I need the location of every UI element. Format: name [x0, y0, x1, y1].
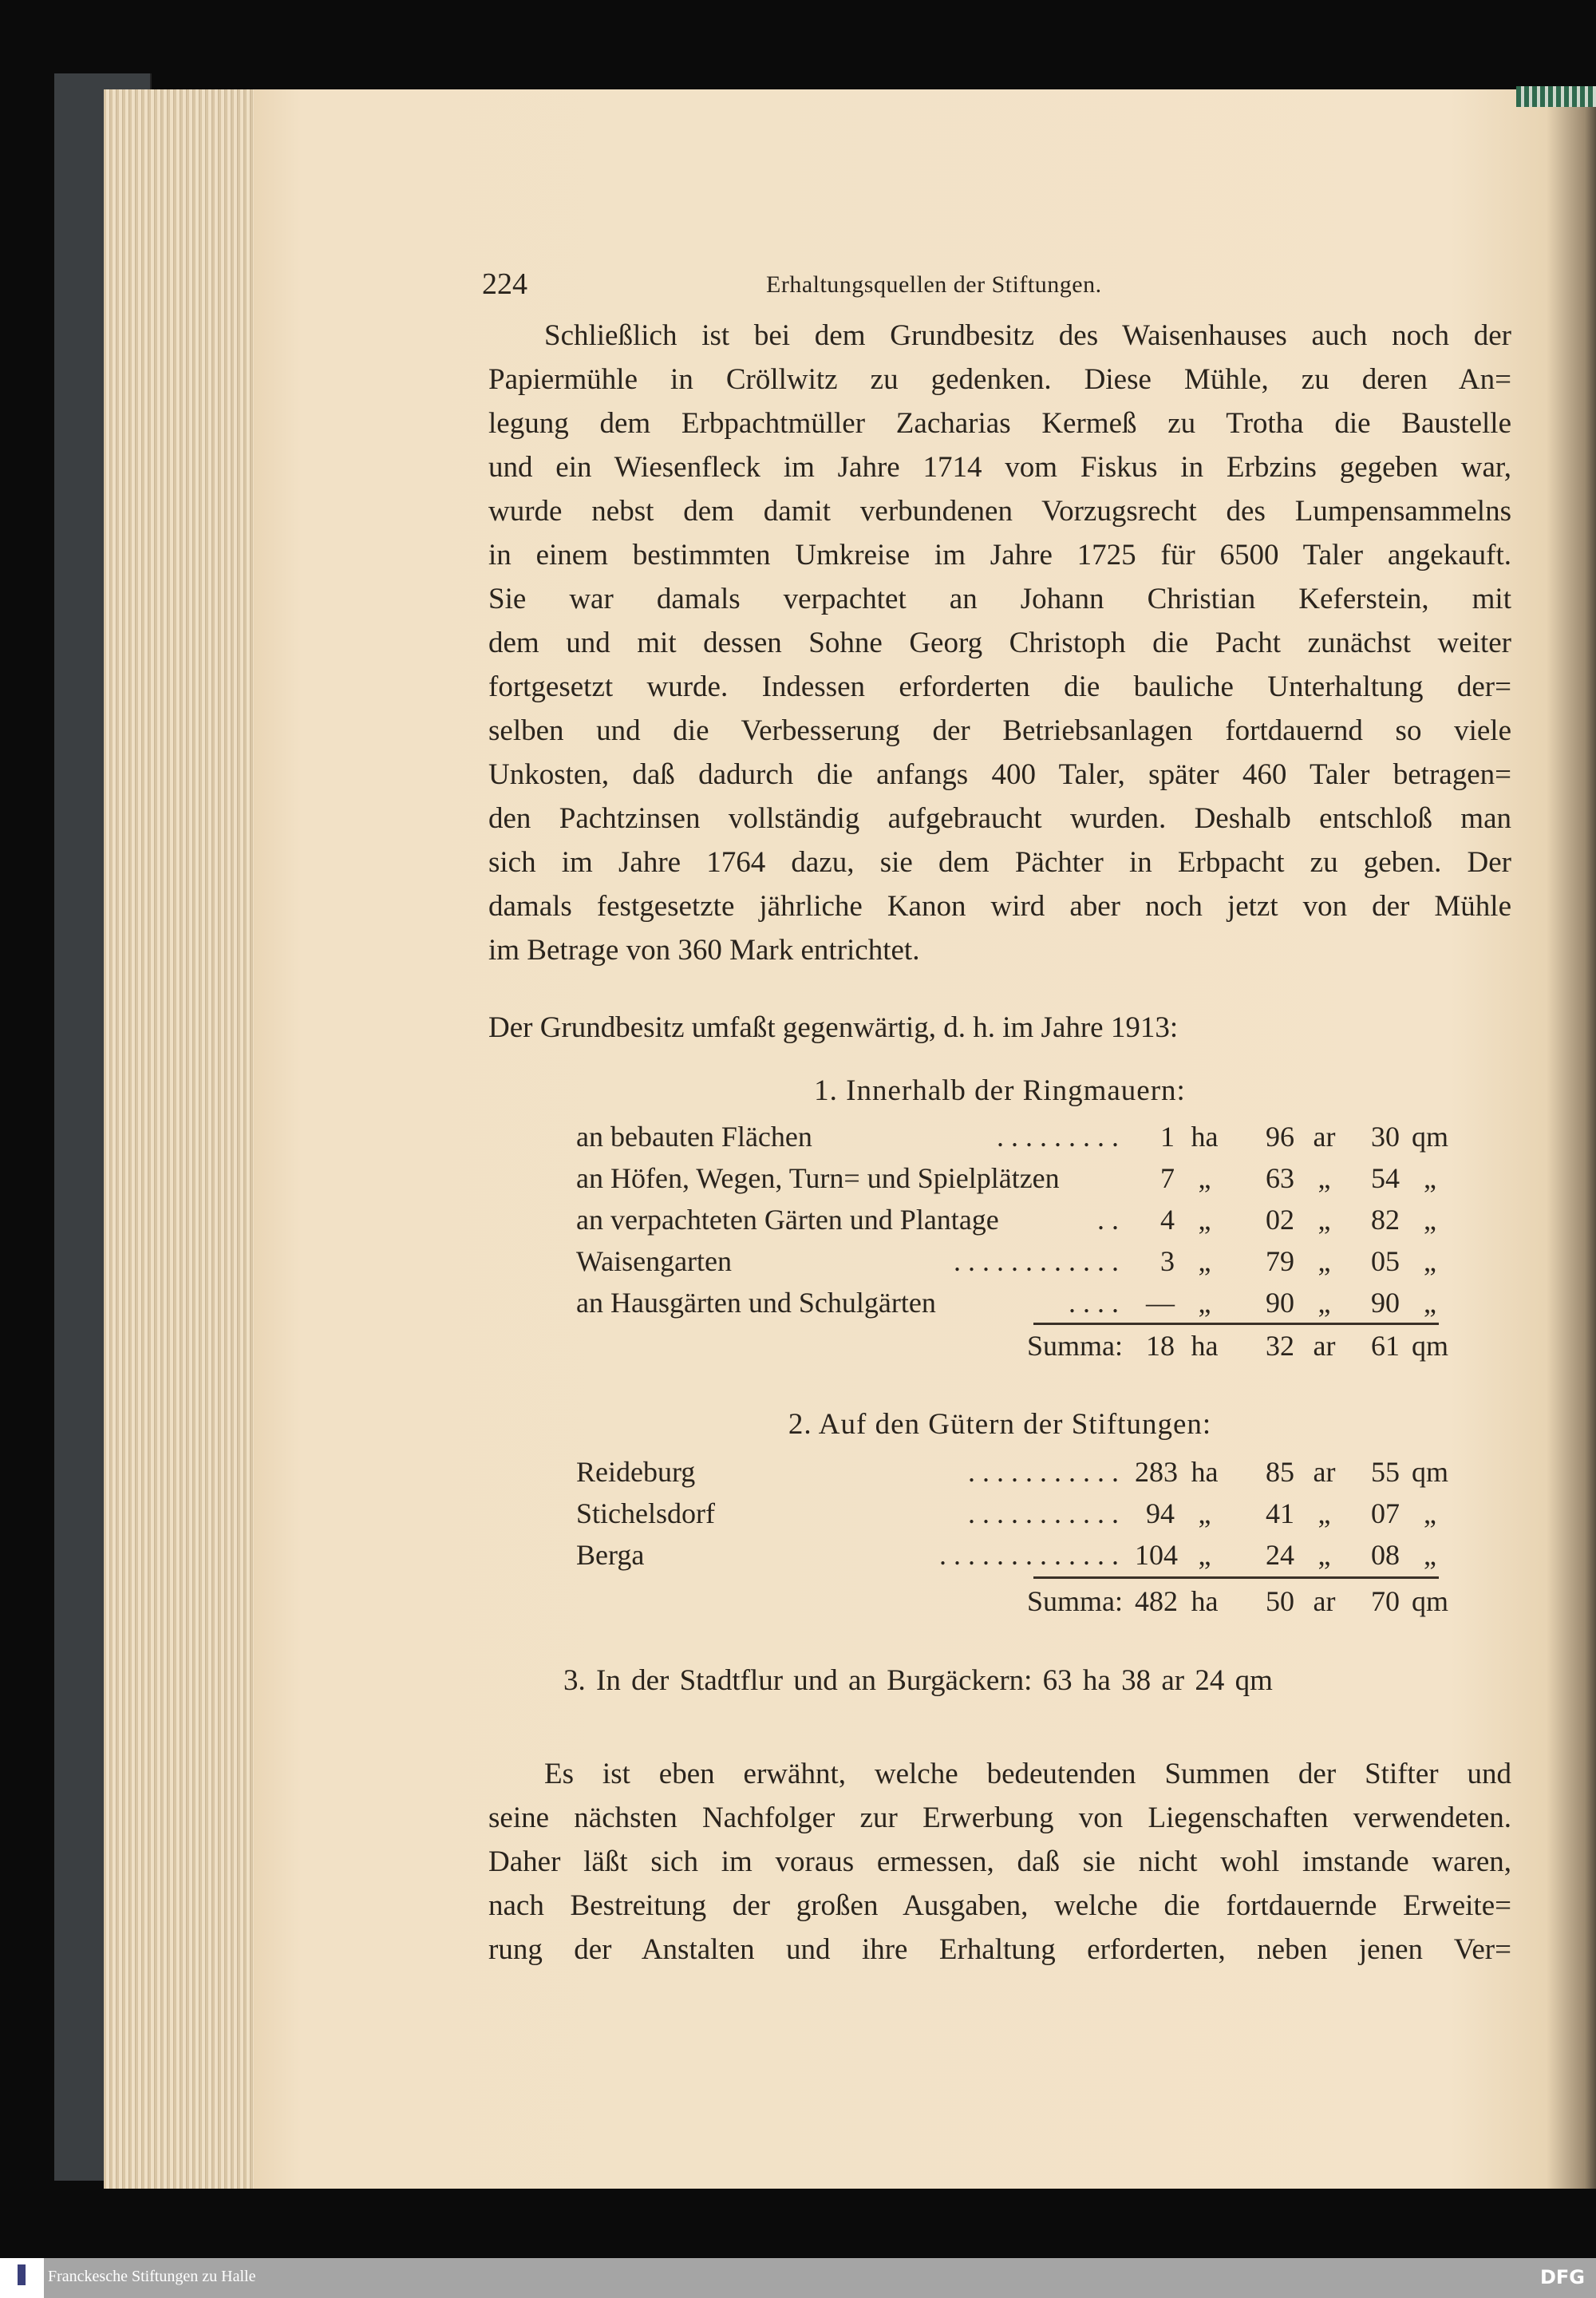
cell-qm-unit: „: [1424, 1497, 1436, 1529]
text-line: im Betrage von 360 Mark entrichtet.: [488, 934, 920, 967]
text-line: Papiermühle in Cröllwitz zu gedenken. Diese Mühle, zu deren An=: [488, 363, 1511, 396]
leader-dots: . . . .: [1069, 1287, 1119, 1319]
cell-qm-unit: qm: [1411, 1121, 1448, 1153]
footer-bar: [0, 2258, 1596, 2298]
text-line: fortgesetzt wurde. Indessen erforderten die bauliche Unterhaltung der=: [488, 670, 1511, 703]
cell-ar-unit: „: [1317, 1162, 1331, 1194]
cell-ar-unit: „: [1317, 1497, 1331, 1529]
cell-ar-unit: „: [1317, 1245, 1331, 1277]
row-label: an verpachteten Gärten und Plantage: [576, 1204, 999, 1236]
cell-qm-unit: „: [1424, 1287, 1436, 1319]
cell-ar: 63: [1266, 1162, 1294, 1194]
cell-ha: 104: [1135, 1539, 1178, 1571]
cell-ha: 7: [1160, 1162, 1175, 1194]
cell-ar-unit: ar: [1313, 1121, 1336, 1153]
text-line: seine nächsten Nachfolger zur Erwerbung von Liegenschaften verwendeten.: [488, 1802, 1511, 1834]
cell-qm: 70: [1371, 1585, 1400, 1617]
cell-ar: 41: [1266, 1497, 1294, 1529]
text-line: und ein Wiesenfleck im Jahre 1714 vom Fiskus in Erbzins gegeben war,: [488, 451, 1511, 484]
cell-ha: 482: [1135, 1585, 1178, 1617]
table-row: [576, 1494, 1438, 1533]
dfg-logo: DFG: [1539, 2266, 1585, 2288]
cell-ha-unit: „: [1198, 1539, 1211, 1571]
table-row: [576, 1283, 1438, 1322]
text-line: damals festgesetzte jährliche Kanon wird aber noch jetzt von der Mühle: [488, 890, 1511, 923]
cell-ha-unit: „: [1198, 1162, 1211, 1194]
cell-qm-unit: qm: [1411, 1330, 1448, 1362]
cell-ha-unit: „: [1198, 1204, 1211, 1236]
cell-ha: 4: [1160, 1204, 1175, 1236]
cell-ha-unit: „: [1198, 1287, 1211, 1319]
cell-ar: 24: [1266, 1539, 1294, 1571]
leader-dots: . .: [1097, 1204, 1119, 1236]
section-2-heading: 2. Auf den Gütern der Stiftungen:: [788, 1408, 1212, 1441]
cell-ar: 02: [1266, 1204, 1294, 1236]
bookmark-ribbon: [1516, 86, 1596, 107]
cell-qm-unit: „: [1424, 1204, 1436, 1236]
row-label: Berga: [576, 1539, 645, 1571]
table-row: [576, 1117, 1448, 1156]
cell-ar: 32: [1266, 1330, 1294, 1362]
text-line: Schließlich ist bei dem Grundbesitz des Waisenhauses auch noch der: [544, 319, 1511, 352]
total-row: [576, 1327, 1448, 1365]
cell-qm: 54: [1371, 1162, 1400, 1194]
cell-ar-unit: ar: [1313, 1330, 1336, 1362]
cell-qm-unit: „: [1424, 1162, 1436, 1194]
institution-name: Franckesche Stiftungen zu Halle: [48, 2268, 256, 2285]
total-label: Summa:: [1026, 1330, 1123, 1362]
cell-ha-unit: ha: [1191, 1585, 1219, 1617]
cell-qm: 82: [1371, 1204, 1400, 1236]
cell-qm-unit: qm: [1411, 1456, 1448, 1488]
row-label: an bebauten Flächen: [576, 1121, 812, 1153]
cell-ar: 85: [1266, 1456, 1294, 1488]
cell-qm-unit: qm: [1411, 1585, 1448, 1617]
cell-ha-unit: ha: [1191, 1121, 1219, 1153]
cell-ar: 96: [1266, 1121, 1294, 1153]
cell-ar-unit: „: [1317, 1204, 1331, 1236]
leader-dots: . . . . . . . . . . . . .: [939, 1539, 1119, 1571]
cell-ha: 18: [1146, 1330, 1175, 1362]
text-line: Es ist eben erwähnt, welche bedeutenden Summen der Stifter und: [544, 1758, 1511, 1790]
cell-qm: 08: [1371, 1539, 1400, 1571]
text-line: Unkosten, daß dadurch die anfangs 400 Taler, später 460 Taler betragen=: [488, 758, 1511, 791]
running-title: Erhaltungsquellen der Stiftungen.: [766, 271, 1102, 298]
cell-qm: 55: [1371, 1456, 1400, 1488]
leader-dots: . . . . . . . . . . . .: [954, 1245, 1119, 1277]
leader-dots: . . . . . . . . . . .: [968, 1456, 1119, 1488]
cell-ar-unit: ar: [1313, 1585, 1336, 1617]
table-row: [576, 1536, 1438, 1574]
text-line: selben und die Verbesserung der Betriebsanlagen fortdauernd so viele: [488, 714, 1511, 747]
text-line: sich im Jahre 1764 dazu, sie dem Pächter in Erbpacht zu geben. Der: [488, 846, 1511, 879]
cell-ha-unit: „: [1198, 1245, 1211, 1277]
total-label: Summa:: [1026, 1585, 1123, 1617]
cell-qm: 05: [1371, 1245, 1400, 1277]
cell-ar-unit: ar: [1313, 1456, 1336, 1488]
leader-dots: . . . . . . . . .: [997, 1121, 1119, 1153]
cell-ha: 3: [1160, 1245, 1175, 1277]
cell-ha: 94: [1146, 1497, 1175, 1529]
cell-qm: 07: [1371, 1497, 1400, 1529]
cell-ha-unit: „: [1198, 1497, 1211, 1529]
cell-qm: 90: [1371, 1287, 1400, 1319]
page-edges: [104, 89, 263, 2189]
cell-qm: 30: [1371, 1121, 1400, 1153]
cell-ar: 79: [1266, 1245, 1294, 1277]
row-label: an Hausgärten und Schulgärten: [576, 1287, 936, 1319]
text-line: Daher läßt sich im voraus ermessen, daß sie nicht wohl imstande waren,: [488, 1845, 1511, 1878]
cell-ar: 90: [1266, 1287, 1294, 1319]
section-1-heading: 1. Innerhalb der Ringmauern:: [814, 1074, 1186, 1107]
cell-ha: —: [1146, 1287, 1175, 1319]
table-row: [576, 1200, 1438, 1239]
text-line: dem und mit dessen Sohne Georg Christoph die Pacht zunächst weiter: [488, 627, 1511, 659]
text-line: legung dem Erbpachtmüller Zacharias Kermeß zu Trotha die Baustelle: [488, 407, 1511, 440]
cell-ar-unit: „: [1317, 1287, 1331, 1319]
section-3-line: 3. In der Stadtflur und an Burgäckern: 63 ha 38 ar 24 qm: [563, 1664, 1273, 1697]
cell-ha: 1: [1160, 1121, 1175, 1153]
text-line: in einem bestimmten Umkreise im Jahre 1725 für 6500 Taler angekauft.: [488, 539, 1511, 572]
cell-ar-unit: „: [1317, 1539, 1331, 1571]
table-row: [576, 1159, 1438, 1197]
text-line: den Pachtzinsen vollständig aufgebraucht wurden. Deshalb entschloß man: [488, 802, 1511, 835]
leader-dots: . . . . . . . . . . .: [968, 1497, 1119, 1529]
cell-ar: 50: [1266, 1585, 1294, 1617]
row-label: Stichelsdorf: [576, 1497, 715, 1529]
cell-ha-unit: ha: [1191, 1456, 1219, 1488]
page-number: 224: [482, 267, 527, 301]
cell-qm-unit: „: [1424, 1539, 1436, 1571]
intro-line: Der Grundbesitz umfaßt gegenwärtig, d. h. im Jahre 1913:: [488, 1011, 1179, 1044]
cell-qm: 61: [1371, 1330, 1400, 1362]
text-line: nach Bestreitung der großen Ausgaben, welche die fortdauernde Erweite=: [488, 1889, 1511, 1922]
cell-ha: 283: [1135, 1456, 1178, 1488]
table-row: [576, 1242, 1438, 1280]
total-row: [576, 1582, 1448, 1620]
row-label: Reideburg: [576, 1456, 696, 1488]
text-line: rung der Anstalten und ihre Erhaltung erforderten, neben jenen Ver=: [488, 1933, 1511, 1966]
table-row: [576, 1453, 1448, 1491]
text-line: wurde nebst dem damit verbundenen Vorzugsrecht des Lumpensammelns: [488, 495, 1511, 528]
cell-ha-unit: ha: [1191, 1330, 1219, 1362]
row-label: Waisengarten: [576, 1245, 733, 1277]
text-line: Sie war damals verpachtet an Johann Christian Keferstein, mit: [488, 583, 1511, 615]
cell-qm-unit: „: [1424, 1245, 1436, 1277]
institution-logo: [0, 2258, 44, 2298]
sum-rule: [1033, 1576, 1439, 1579]
row-label: an Höfen, Wegen, Turn= und Spielplätzen: [576, 1162, 1060, 1194]
sum-rule: [1033, 1323, 1439, 1325]
